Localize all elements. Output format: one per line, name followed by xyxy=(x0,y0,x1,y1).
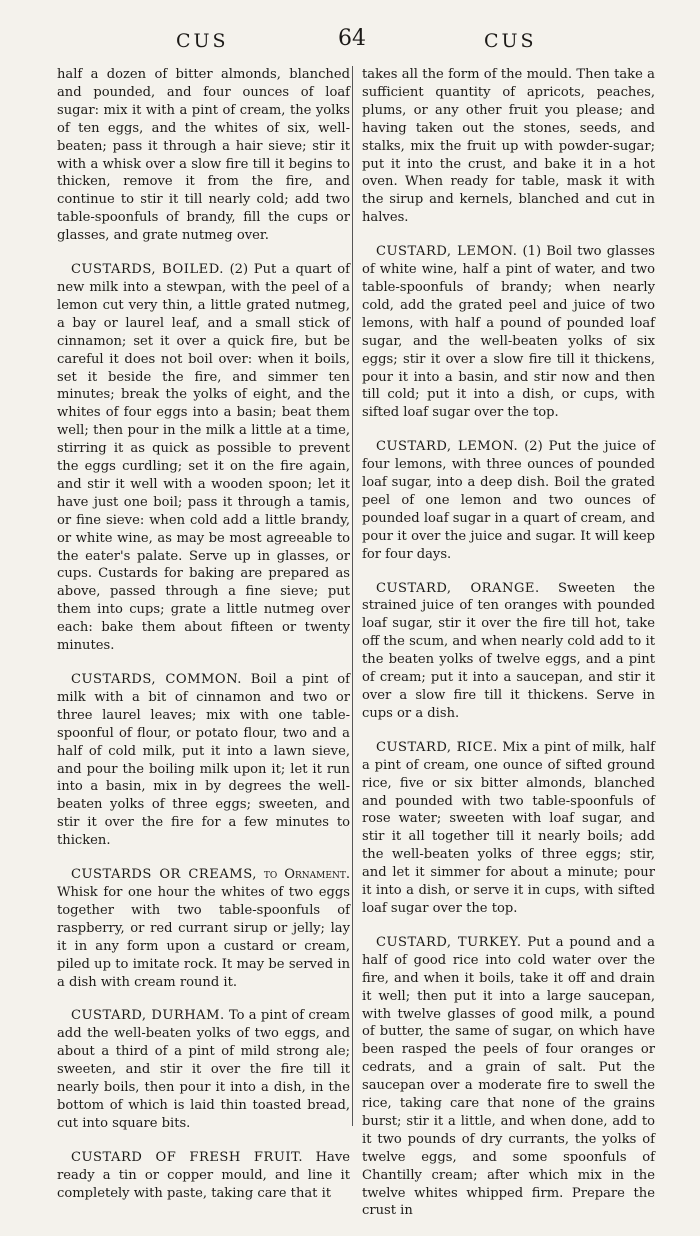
recipe-entry xyxy=(57,1007,350,1132)
recipe-title: CUSTARDS, BOILED. xyxy=(71,262,224,278)
recipe-text: (1) Boil two glasses of white wine, half a pint of water, and two table-spoonfuls of brandy; when nearly cold, add the grated peel and juice of two lemons, with half a pound of pounded loaf sugar, and the well-beaten yolks of six eggs; stir it over a slow fire till it thickens, pour it into a basin, and stir now and then till cold; put it into a dish, or cups, with sifted loaf sugar over the top. xyxy=(362,244,655,421)
recipe-entry xyxy=(57,671,350,850)
recipe-title: CUSTARD, DURHAM. xyxy=(71,1008,225,1024)
recipe-text: Whisk for one hour the whites of two eggs together with two table-spoonfuls of raspberry, or red currant sirup or jelly; lay it in any form upon a custard or cream, piled up to imitate rock. It may be served in a dish with cream round it. xyxy=(57,884,350,990)
recipe-text: Sweeten the strained juice of ten oranges with pounded loaf sugar, stir it over the fire till hot, take off the scum, and when nearly cold add to it the beaten yolks of twelve eggs, and a pint of cream; put it into a saucepan, and stir it over a slow fire till it thickens. Serve in cups or a dish. xyxy=(362,580,656,721)
right-column xyxy=(362,66,655,1236)
recipe-text: Put a pound and a half of good rice into cold water over the fire, and when it boils, take it off and drain it well; then put it into a large saucepan, with twelve glasses of good milk, a pound of butter, the same of sugar, on which have been rasped the peels of four oranges or cedrats, and a grain of salt. Put the saucepan over a moderate fire to swell the rice, taking care that none of the grains burst; stir it a little, and when done, add to it two pounds of dry currants, the yolks of twelve eggs, and some spoonfuls of Chantilly cream; after which mix in the twelve whites whipped firm. Prepare the crust in xyxy=(362,934,655,1219)
recipe-entry xyxy=(362,438,655,563)
recipe-text: takes all the form of the mould. Then take a sufficient quantity of apricots, peaches, plums, or any other fruit you please; and having taken out the stones, seeds, and stalks, mix the fruit up with powder-sugar; put it into the crust, and bake it in a hot oven. When ready for table, mask it with the sirup and kernels, blanched and cut in halves. xyxy=(362,67,655,226)
recipe-entry xyxy=(362,243,655,422)
recipe-text: (2) Put the juice of four lemons, with three ounces of pounded loaf sugar, into a deep dish. Boil the grated peel of one lemon and two ounces of pounded loaf sugar in a quart of cream, and pour it over the juice and sugar. It will keep for four days. xyxy=(362,439,655,562)
recipe-title: CUSTARD, ORANGE. xyxy=(376,580,540,596)
recipe-title: CUSTARDS OR CREAMS, xyxy=(71,867,257,883)
recipe-entry xyxy=(57,866,350,991)
recipe-text: Have ready a tin or copper mould, and line it completely with paste, taking care that it xyxy=(57,1149,350,1201)
recipe-title: CUSTARD, RICE. xyxy=(376,739,498,755)
recipe-text: Boil a pint of milk with a bit of cinnamon and two or three laurel leaves; mix with one table-spoonful of flour, or potato flour, two and a half of cold milk, put it into a lawn sieve, and pour the boiling milk upon it; let it run into a basin, mix in by degrees the well-beaten yolks of three eggs; sweeten, and stir it over the fire for a few minutes to thicken. xyxy=(57,672,350,849)
recipe-title: CUSTARD, LEMON. xyxy=(376,244,518,260)
header-left-word: CUS xyxy=(176,30,229,52)
page-number: 64 xyxy=(338,26,366,51)
recipe-text: Mix a pint of milk, half a pint of cream, one ounce of sifted ground rice, five or six bitter almonds, blanched and pounded with two table-spoonfuls of rose water; sweeten with loaf sugar, and stir it all together till it nearly boils; add the well-beaten yolks of three eggs; stir, and let it simmer for about a minute; pour it into a dish, or serve it in cups, with sifted loaf sugar over the top. xyxy=(362,739,655,916)
recipe-title: CUSTARDS, COMMON. xyxy=(71,672,242,687)
recipe-title: CUSTARD, LEMON. xyxy=(376,439,519,455)
recipe-entry xyxy=(362,66,655,227)
recipe-entry xyxy=(362,739,655,918)
left-column xyxy=(57,66,350,1218)
recipe-entry xyxy=(57,66,350,245)
column-divider xyxy=(352,66,353,1126)
recipe-title: CUSTARD OF FRESH FRUIT. xyxy=(71,1149,304,1165)
recipe-entry xyxy=(57,1149,350,1203)
recipe-note: to Ornament. xyxy=(263,867,350,883)
running-header xyxy=(56,26,660,60)
recipe-text: half a dozen of bitter almonds, blanched and pounded, and four ounces of loaf sugar: mix it with a pint of cream, the yolks of ten eggs, and the whites of six, well-beaten; pass it through a hair sieve; stir it with a whisk over a slow fire till it begins to thicken, remove it from the fire, and continue to stir it till nearly cold; add two table-spoonfuls of brandy, fill the cups or glasses, and grate nutmeg over. xyxy=(57,67,350,244)
recipe-entry xyxy=(362,934,655,1221)
recipe-title: CUSTARD, TURKEY. xyxy=(376,934,522,950)
recipe-entry xyxy=(362,580,655,723)
recipe-text: To a pint of cream add the well-beaten yolks of two eggs, and about a third of a pint of mild strong ale; sweeten, and stir it over the fire till it nearly boils, then pour it into a dish, in the bottom of which is laid thin toasted bread, cut into square bits. xyxy=(57,1008,350,1131)
recipe-text: (2) Put a quart of new milk into a stewpan, with the peel of a lemon cut very thin, a little grated nutmeg, a bay or laurel leaf, and a small stick of cinnamon; set it over a quick fire, but be careful it does not boil over: when it boils, set it beside the fire, and simmer ten minutes; break the yolks of eight, and the whites of four eggs into a basin; beat them well; then pour in the milk a little at a time, stirring it as quick as possible to prevent the eggs curdling; set it on the fire again, and stir it well with a wooden spoon; let it have just one boil; pass it through a tamis, or fine sieve: when cold add a little brandy, or white wine, as may be most agreeable to the eater's palate. Serve up in glasses, or cups. Custards for baking are prepared as above, passed through a fine sieve; put them into cups; grate a little nutmeg over each: bake them about fifteen or twenty minutes. xyxy=(57,262,350,654)
header-right-word: CUS xyxy=(484,30,537,52)
recipe-entry xyxy=(57,261,350,655)
